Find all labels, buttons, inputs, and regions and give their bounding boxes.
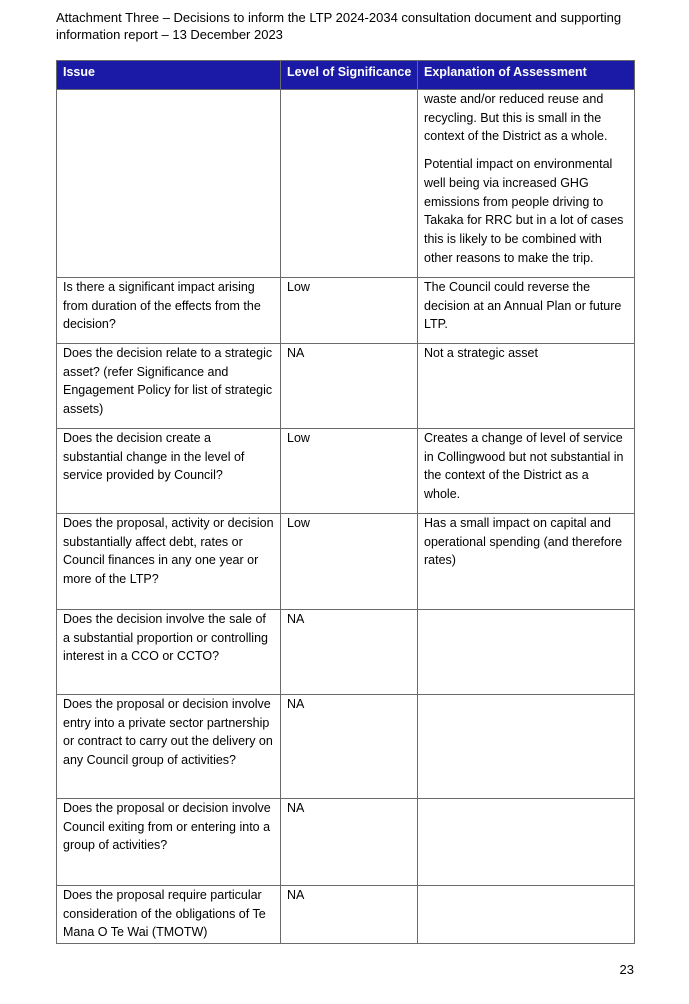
explanation-cell xyxy=(418,90,635,278)
page-number: 23 xyxy=(619,962,634,977)
table-row xyxy=(57,429,635,514)
table-row xyxy=(57,610,635,695)
explanation-cell xyxy=(418,429,635,514)
document-header xyxy=(56,9,656,43)
explanation-paragraph: Not a strategic asset xyxy=(424,346,538,360)
table-row xyxy=(57,695,635,799)
explanation-paragraph: Creates a change of level of service in Collingwood but not substantial in the context of the District as a whole. xyxy=(424,431,624,502)
level-cell xyxy=(281,695,418,799)
issue-text: Does the proposal or decision involve Council exiting from or entering into a group of activities? xyxy=(63,801,271,853)
level-text: NA xyxy=(287,346,305,360)
explanation-cell xyxy=(418,514,635,610)
level-text: NA xyxy=(287,801,305,815)
issue-text: Does the decision create a substantial change in the level of service provided by Council? xyxy=(63,431,245,483)
table-row xyxy=(57,886,635,944)
issue-text: Does the proposal, activity or decision substantially affect debt, rates or Council finances in any one year or more of the LTP? xyxy=(63,516,274,587)
level-text: Low xyxy=(287,431,310,445)
level-text: NA xyxy=(287,888,305,902)
explanation-cell xyxy=(418,610,635,695)
explanation-cell xyxy=(418,695,635,799)
level-cell xyxy=(281,344,418,429)
level-text: NA xyxy=(287,697,305,711)
level-text: Low xyxy=(287,516,310,530)
level-cell xyxy=(281,278,418,344)
issue-text: Does the decision relate to a strategic asset? (refer Significance and Engagement Policy for list of strategic assets) xyxy=(63,346,273,417)
column-header-issue: Issue xyxy=(57,61,281,90)
issue-cell xyxy=(57,429,281,514)
significance-table xyxy=(56,60,635,944)
level-cell xyxy=(281,886,418,944)
issue-cell xyxy=(57,514,281,610)
table-row xyxy=(57,344,635,429)
level-cell xyxy=(281,514,418,610)
issue-cell xyxy=(57,695,281,799)
explanation-paragraph: waste and/or reduced reuse and recycling. But this is small in the context of the District as a whole. xyxy=(424,92,608,144)
explanation-cell xyxy=(418,344,635,429)
issue-cell xyxy=(57,610,281,695)
level-text: NA xyxy=(287,612,305,626)
issue-cell xyxy=(57,886,281,944)
issue-text: Is there a significant impact arising from duration of the effects from the decision? xyxy=(63,280,261,332)
explanation-paragraph: Potential impact on environmental well being via increased GHG emissions from people driving to Takaka for RRC but in a lot of cases this is likely to be combined with other reasons to make the trip. xyxy=(424,157,624,265)
column-header-explanation: Explanation of Assessment xyxy=(418,61,635,90)
issue-text: Does the proposal require particular consideration of the obligations of Te Mana O Te Wai (TMOTW) xyxy=(63,888,266,940)
explanation-paragraph: Has a small impact on capital and operational spending (and therefore rates) xyxy=(424,516,623,568)
issue-text: Does the decision involve the sale of a substantial proportion or controlling interest in a CCO or CCTO? xyxy=(63,612,268,664)
explanation-paragraph: The Council could reverse the decision at an Annual Plan or future LTP. xyxy=(424,280,622,332)
explanation-cell xyxy=(418,886,635,944)
issue-cell xyxy=(57,90,281,278)
issue-cell xyxy=(57,799,281,886)
issue-cell xyxy=(57,278,281,344)
table-header-row xyxy=(57,61,635,90)
issue-text: Does the proposal or decision involve entry into a private sector partnership or contract to carry out the delivery on any Council group of activities? xyxy=(63,697,273,768)
table-row xyxy=(57,90,635,278)
column-header-level: Level of Significance xyxy=(281,61,418,90)
issue-cell xyxy=(57,344,281,429)
explanation-cell xyxy=(418,278,635,344)
level-cell xyxy=(281,610,418,695)
table-row xyxy=(57,278,635,344)
table-row xyxy=(57,799,635,886)
level-cell xyxy=(281,799,418,886)
level-text: Low xyxy=(287,280,310,294)
header-line-2: information report – 13 December 2023 xyxy=(56,27,283,42)
header-line-1: Attachment Three – Decisions to inform the LTP 2024-2034 consultation document and supporting xyxy=(56,10,622,25)
explanation-cell xyxy=(418,799,635,886)
level-cell xyxy=(281,429,418,514)
table-row xyxy=(57,514,635,610)
level-cell xyxy=(281,90,418,278)
